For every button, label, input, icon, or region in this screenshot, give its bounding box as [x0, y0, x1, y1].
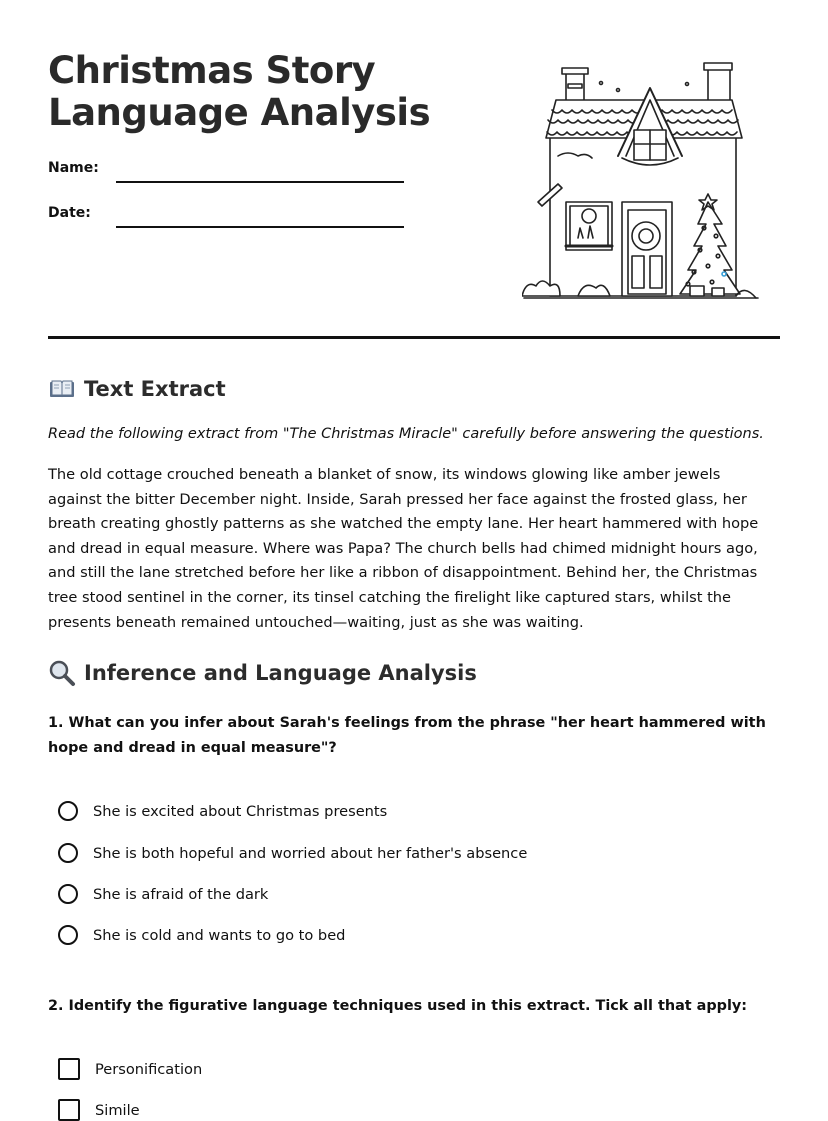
question-2: 2. Identify the figurative language techniques used in this extract. Tick all that apply: [48, 998, 748, 1014]
q2-option-1[interactable] [58, 1058, 202, 1080]
radio-button[interactable] [58, 884, 78, 904]
house-illustration [522, 60, 762, 302]
name-field[interactable] [116, 181, 404, 183]
q1-option-3-label: She is afraid of the dark [93, 885, 269, 903]
q2-option-1-label: Personification [95, 1060, 203, 1078]
analysis-heading-label: Inference and Language Analysis [84, 661, 477, 685]
text-extract-heading [48, 375, 226, 403]
section-divider [48, 336, 780, 339]
q1-option-4[interactable] [58, 925, 345, 945]
q1-option-1[interactable] [58, 801, 387, 821]
checkbox[interactable] [58, 1058, 80, 1080]
analysis-heading [48, 659, 477, 687]
radio-button[interactable] [58, 801, 78, 821]
q1-option-3[interactable] [58, 884, 268, 904]
extract-passage: The old cottage crouched beneath a blanket of snow, its windows glowing like amber jewels against the bitter December night. Inside, Sarah pressed her face against the frosted glass, her breath creating ghostly patterns as she watched the empty lane. Her heart hammered with hope and dread in equal measure. Where was Papa? The church bells had chimed midnight hours ago, and still the lane stretched before her like a ribbon of disappointment. Behind her, the Christmas tree stood sentinel in the corner, its tinsel catching the firelight like captured stars, whilst the presents beneath remained untouched—waiting, just as she was waiting. [48, 466, 759, 631]
text-extract-heading-label: Text Extract [84, 377, 226, 401]
name-label: Name: [48, 160, 99, 176]
q1-option-2[interactable] [58, 843, 527, 863]
extract-instruction: Read the following extract from "The Christmas Miracle" carefully before answering the questions. [48, 426, 764, 442]
q1-option-1-label: She is excited about Christmas presents [93, 802, 388, 820]
radio-button[interactable] [58, 925, 78, 945]
q1-option-4-label: She is cold and wants to go to bed [93, 926, 346, 944]
date-field[interactable] [116, 226, 404, 228]
q2-option-2-label: Simile [95, 1101, 140, 1119]
question-1: 1. What can you infer about Sarah's feelings from the phrase "her heart hammered with hope and dread in equal measure"? [48, 715, 766, 756]
radio-button[interactable] [58, 843, 78, 863]
open-book-icon [48, 375, 76, 403]
q1-option-2-label: She is both hopeful and worried about her father's absence [93, 844, 528, 862]
magnifying-glass-icon [48, 659, 76, 687]
date-label: Date: [48, 205, 91, 221]
worksheet-title: Christmas Story Language Analysis [48, 49, 431, 134]
